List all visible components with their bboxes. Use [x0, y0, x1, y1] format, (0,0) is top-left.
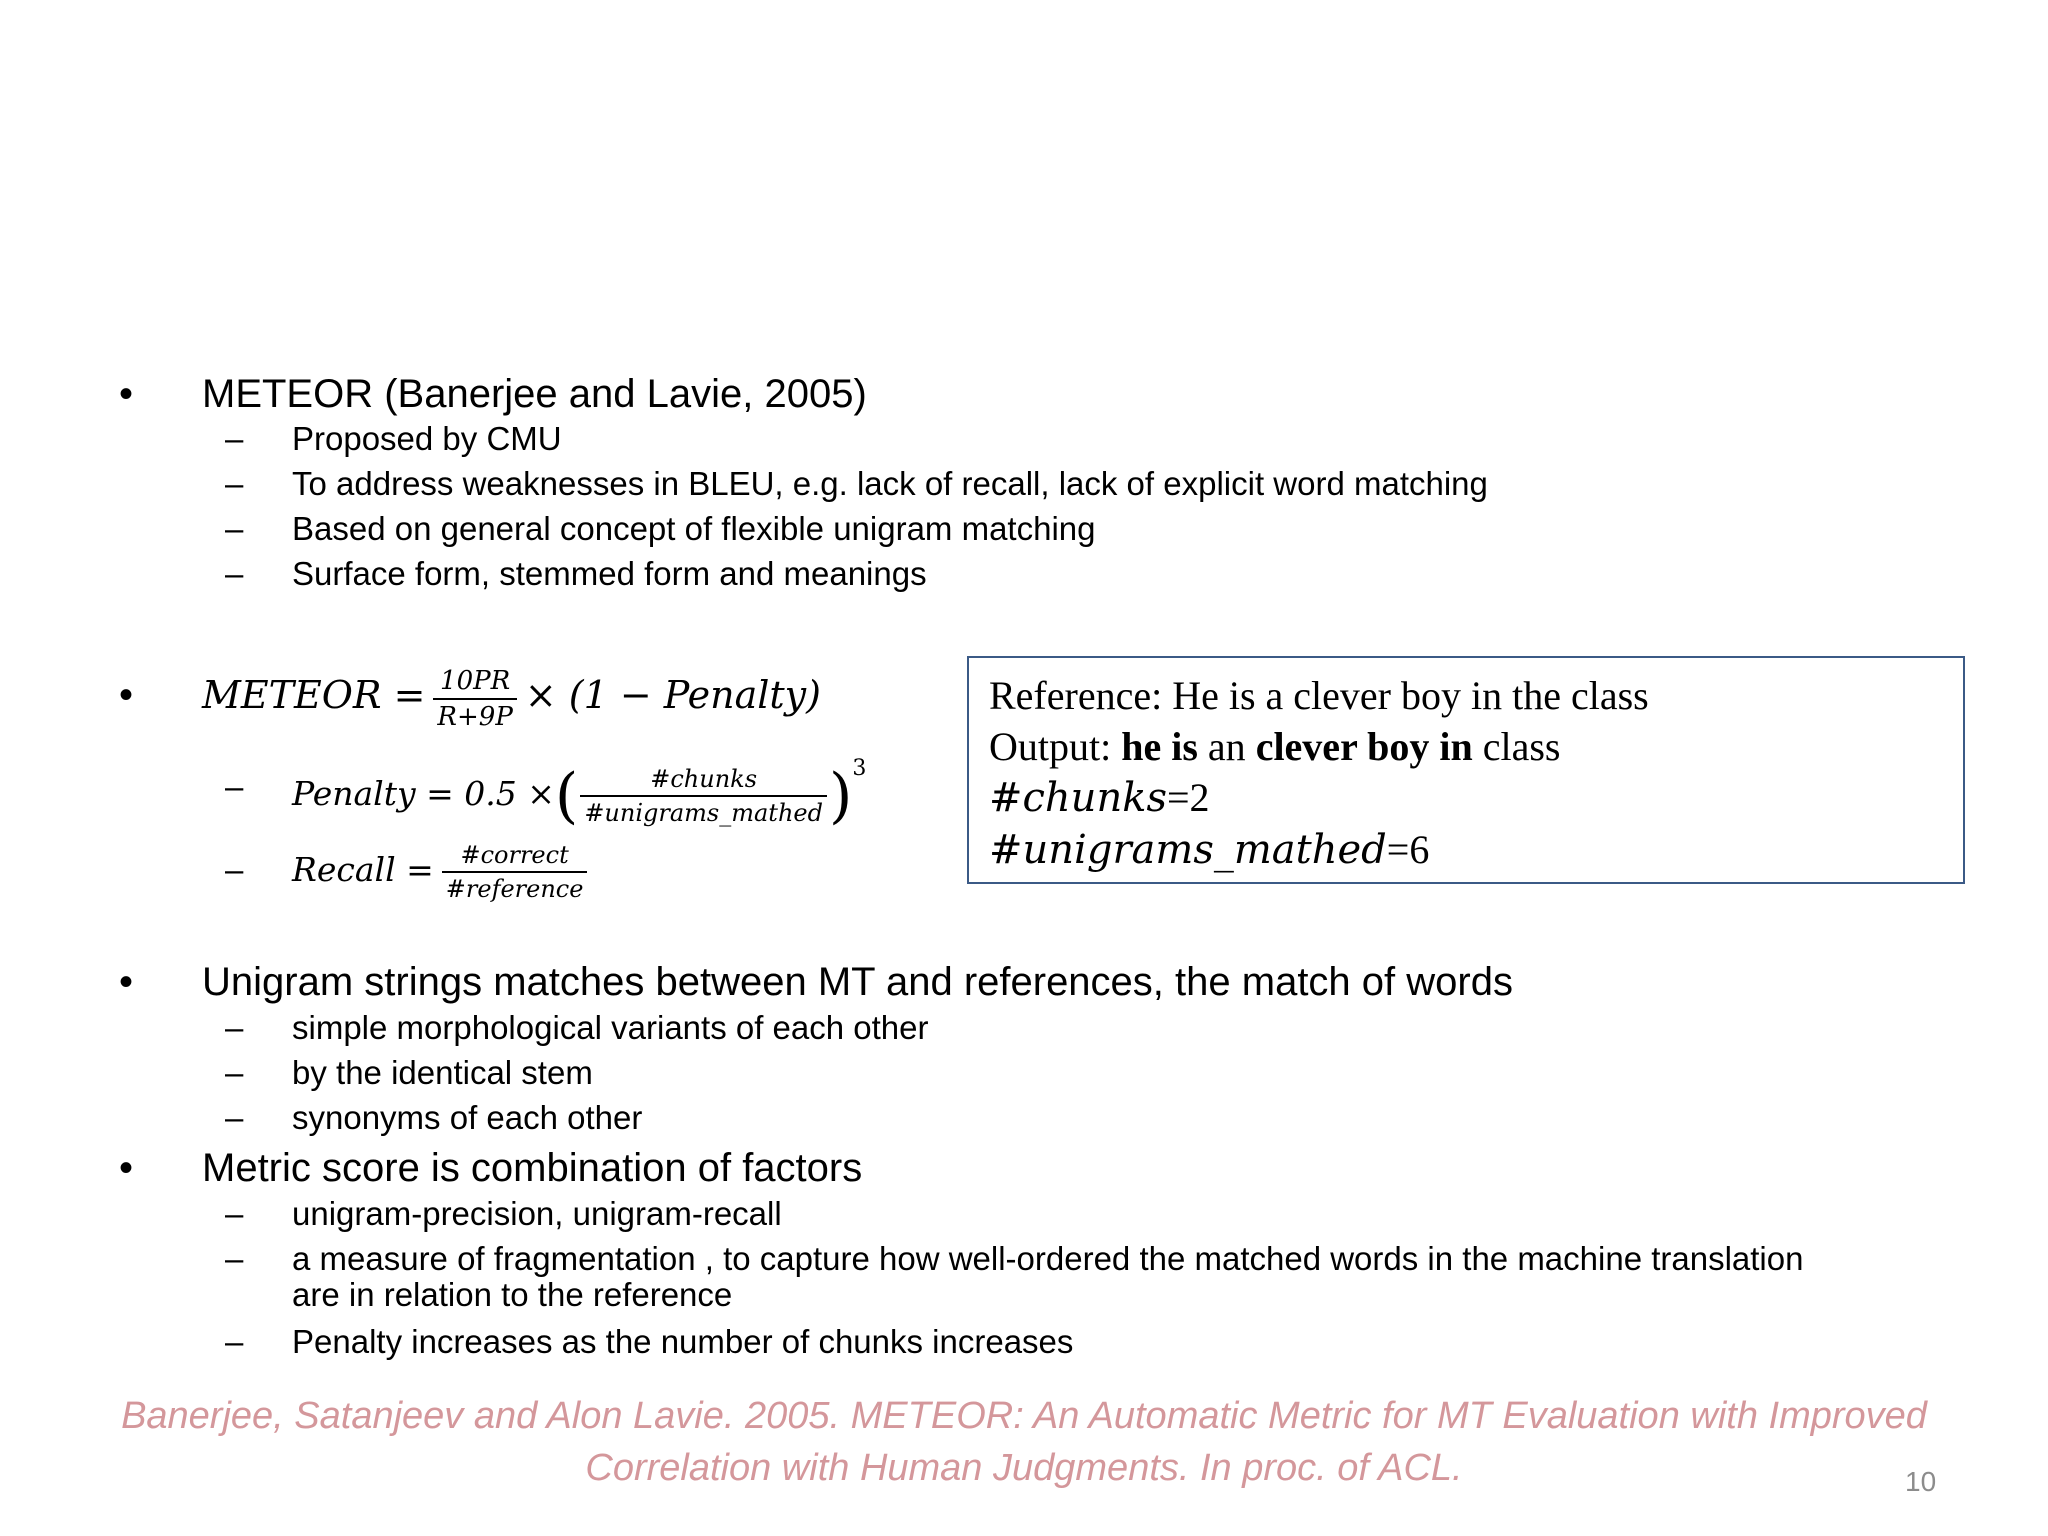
penalty-fraction — [580, 763, 827, 829]
reference-label: Reference: — [989, 673, 1163, 718]
dash-marker: – — [225, 510, 244, 547]
dash-marker: – — [225, 1240, 244, 1277]
reference-text: He is a clever boy in the class — [1172, 673, 1649, 718]
dash-marker: – — [225, 420, 244, 457]
penalty-lhs: Penalty = 0.5 × — [292, 774, 555, 813]
dash-marker: – — [225, 768, 244, 805]
dash-marker: – — [225, 1099, 244, 1136]
dash-marker: – — [225, 465, 244, 502]
reference-line — [989, 670, 1943, 721]
output-matched-words: clever boy in — [1255, 724, 1473, 769]
bullet-text: Metric score is combination of factors — [202, 1146, 863, 1190]
chunks-line — [989, 772, 1943, 824]
sub-item-text: a measure of fragmentation , to capture how well-ordered the matched words in the machine translation — [292, 1240, 1804, 1277]
citation-line: Banerjee, Satanjeev and Alon Lavie. 2005. METEOR: An Automatic Metric for MT Evaluation with Improved — [121, 1395, 1927, 1437]
sub-item-text: Based on general concept of flexible unigram matching — [292, 510, 1096, 547]
output-label: Output: — [989, 724, 1112, 769]
output-word: class — [1482, 724, 1561, 769]
paren-close: ) — [828, 761, 853, 831]
citation-line: Correlation with Human Judgments. In proc. of ACL. — [585, 1447, 1463, 1489]
sub-item-text: simple morphological variants of each other — [292, 1009, 929, 1046]
meteor-rhs: × (1 − Penalty) — [524, 673, 821, 717]
dash-marker: – — [225, 1054, 244, 1091]
sub-item-text: by the identical stem — [292, 1054, 593, 1091]
meteor-formula-expression — [202, 660, 821, 734]
chunks-label: #chunks — [989, 775, 1167, 821]
bullet-marker: • — [119, 673, 134, 717]
dash-marker: – — [225, 555, 244, 592]
unigrams-value: =6 — [1386, 827, 1430, 872]
penalty-formula-expression — [292, 752, 866, 829]
bullet-marker: • — [119, 960, 134, 1004]
meteor-fraction — [433, 664, 516, 734]
recall-numerator: #correct — [442, 839, 588, 873]
unigrams-line — [989, 824, 1943, 876]
output-matched-words: he is — [1121, 724, 1198, 769]
dash-marker: – — [225, 1323, 244, 1360]
penalty-denominator: #unigrams_mathed — [584, 799, 823, 827]
citation — [60, 1390, 1988, 1494]
meteor-numerator: 10PR — [433, 664, 516, 700]
sub-item-text: unigram-precision, unigram-recall — [292, 1195, 782, 1232]
example-box — [967, 656, 1965, 884]
bullet-text: Unigram strings matches between MT and references, the match of words — [202, 960, 1513, 1004]
sub-item-text: To address weaknesses in BLEU, e.g. lack of recall, lack of explicit word matching — [292, 465, 1488, 502]
paren-open: ( — [554, 761, 579, 831]
penalty-numerator: #chunks — [580, 763, 827, 797]
dash-marker: – — [225, 851, 244, 888]
recall-fraction — [442, 839, 588, 905]
penalty-exponent: 3 — [852, 756, 867, 781]
sub-item-text: Penalty increases as the number of chunks increases — [292, 1323, 1074, 1360]
sub-item-text: Surface form, stemmed form and meanings — [292, 555, 927, 592]
recall-denominator: #reference — [445, 875, 584, 903]
output-unmatched-word: an — [1207, 724, 1246, 769]
dash-marker: – — [225, 1009, 244, 1046]
sub-item-text: synonyms of each other — [292, 1099, 643, 1136]
sub-item-text: Proposed by CMU — [292, 420, 562, 457]
bullet-marker: • — [119, 372, 134, 416]
dash-marker: – — [225, 1195, 244, 1232]
chunks-value: =2 — [1166, 775, 1210, 820]
meteor-lhs: METEOR = — [202, 673, 426, 717]
recall-lhs: Recall = — [292, 850, 434, 889]
unigrams-label: #unigrams_mathed — [989, 827, 1387, 873]
recall-formula-expression — [292, 835, 595, 905]
meteor-denominator: R+9P — [437, 701, 513, 732]
output-line — [989, 721, 1943, 772]
page-number: 10 — [1905, 1466, 1937, 1497]
sub-item-text: are in relation to the reference — [292, 1276, 733, 1313]
bullet-text: METEOR (Banerjee and Lavie, 2005) — [202, 372, 867, 416]
bullet-marker: • — [119, 1146, 134, 1190]
